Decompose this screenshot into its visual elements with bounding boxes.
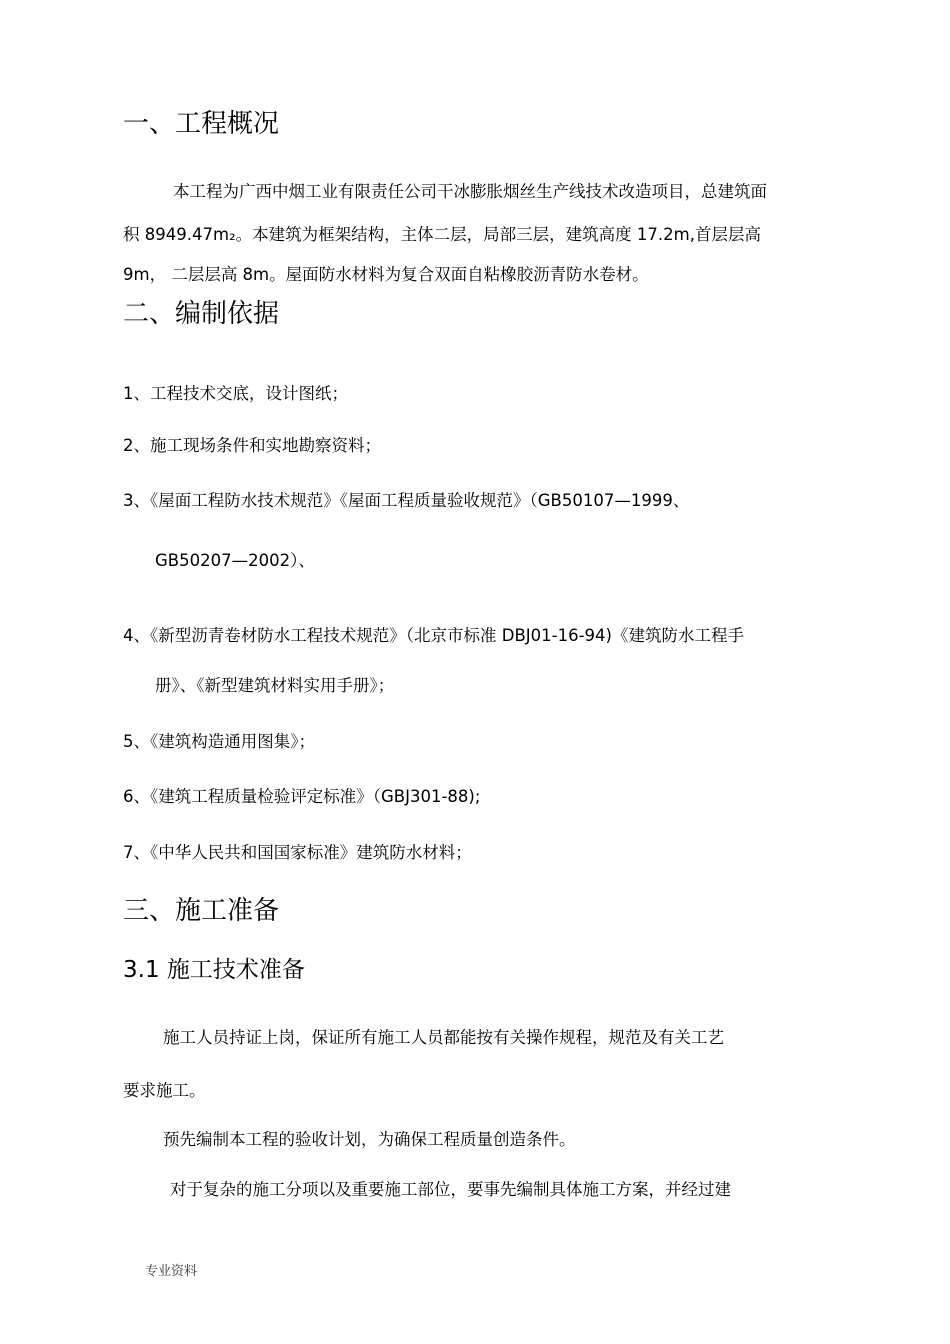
overview-line-1: 本工程为广西中烟工业有限责任公司干冰膨胀烟丝生产线技术改造项目，总建筑面 [173,182,767,201]
basis-item-5: 5、《建筑构造通用图集》； [123,732,315,751]
overview-line-3: 9m， 二层层高 8m。屋面防水材料为复合双面自粘橡胶沥青防水卷材。 [123,265,649,284]
page-footer-label: 专业资料 [145,1264,198,1279]
subheading-technical-preparation: 3.1 施工技术准备 [123,957,305,983]
basis-item-2: 2、施工现场条件和实地勘察资料； [123,436,381,455]
preparation-line-2: 要求施工。 [123,1081,206,1100]
heading-construction-preparation: 三、施工准备 [123,896,280,926]
basis-item-3-cont: GB50207—2002）、 [155,551,315,570]
basis-item-6: 6、《建筑工程质量检验评定标准》（GBJ301-88); [123,787,481,806]
basis-item-3: 3、《屋面工程防水技术规范》《屋面工程质量验收规范》（GB50107—1999、 [123,491,690,510]
basis-item-4-cont: 册》、《新型建筑材料实用手册》； [155,676,395,695]
basis-item-4: 4、《新型沥青卷材防水工程技术规范》（北京市标准 DBJ01-16-94)《建筑防水工程手 [123,626,744,645]
preparation-line-1: 施工人员持证上岗，保证所有施工人员都能按有关操作规程，规范及有关工艺 [163,1028,724,1047]
basis-item-7: 7、《中华人民共和国国家标准》建筑防水材料； [123,843,472,862]
preparation-line-4: 对于复杂的施工分项以及重要施工部位，要事先编制具体施工方案，并经过建 [170,1180,731,1199]
basis-item-1: 1、工程技术交底，设计图纸； [123,384,348,403]
heading-project-overview: 一、工程概况 [123,109,280,139]
overview-line-2: 积 8949.47m₂。本建筑为框架结构，主体二层，局部三层，建筑高度 17.2m,首层层高 [123,225,761,244]
heading-compilation-basis: 二、编制依据 [123,299,280,329]
preparation-line-3: 预先编制本工程的验收计划，为确保工程质量创造条件。 [163,1130,576,1149]
